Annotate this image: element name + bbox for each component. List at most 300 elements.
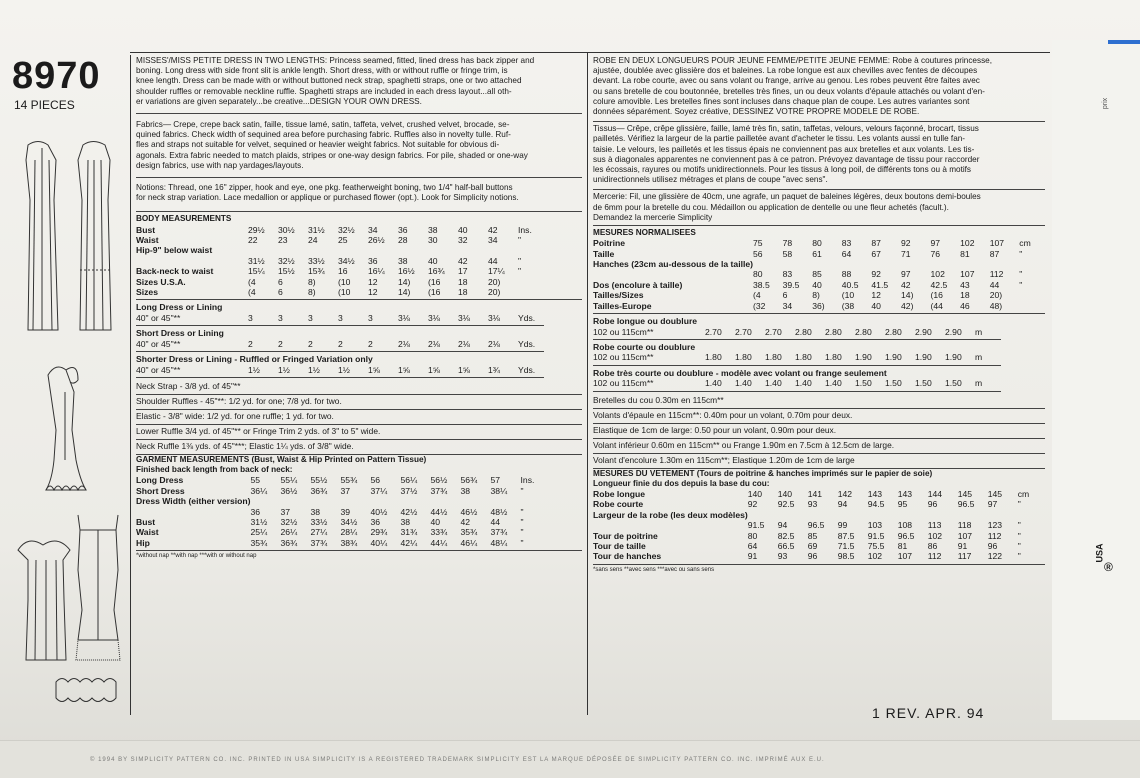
row-value: 12 xyxy=(871,290,881,301)
measurement-row xyxy=(593,541,1044,551)
row-value: 92.5 xyxy=(777,499,795,510)
yardage-value: 3⅛ xyxy=(458,312,470,323)
row-value: 31½ xyxy=(308,224,325,235)
row-label: Sizes xyxy=(136,287,158,298)
divider xyxy=(593,564,1045,565)
row-value: (4 xyxy=(248,276,256,287)
yardage-value: 1½ xyxy=(338,364,350,375)
extra-requirement: Neck Ruffle 1⅜ yds. of 45"***; Elastic 1¼ yds. of 3/8" wide. xyxy=(136,440,582,455)
divider xyxy=(136,299,582,300)
row-value: 85 xyxy=(812,269,822,280)
row-value: 20) xyxy=(488,276,501,287)
row-value: 37 xyxy=(340,485,351,496)
divider xyxy=(136,550,582,551)
row-value: 12 xyxy=(368,287,378,298)
row-value: 76 xyxy=(930,248,941,259)
row-value: 34 xyxy=(488,235,498,246)
row-label xyxy=(136,507,251,517)
row-value: 96.5 xyxy=(807,520,825,531)
row-value: 44 xyxy=(989,279,1000,290)
row-value: 46¼ xyxy=(460,537,478,548)
description-line: ou sans bretelle de cou boutonnée, bretelles très fines, un ou deux volants d'épaule attachés ou volant d'en- xyxy=(593,86,985,96)
row-value: 48½ xyxy=(490,506,508,517)
row-value: 99 xyxy=(837,520,848,531)
row-value: 14) xyxy=(901,290,914,301)
yardage-label: Robe longue ou doublure xyxy=(593,316,698,327)
row-value: 37¼ xyxy=(370,485,388,496)
row-value: 64 xyxy=(747,540,758,551)
row-label xyxy=(136,256,248,266)
measurement-row xyxy=(593,551,1044,561)
row-value: 16¾ xyxy=(428,266,445,277)
row-value xyxy=(338,245,368,255)
row-label: Back-neck to waist xyxy=(136,266,214,277)
extra-requirement: Volant d'encolure 1.30m en 115cm**; Elastique 1.20m de 1cm de large xyxy=(593,454,1045,469)
divider xyxy=(593,225,1045,226)
yardage-value: 1.80 xyxy=(765,352,782,363)
yardage-value: 3⅛ xyxy=(398,312,410,323)
row-value xyxy=(928,510,958,520)
row-value xyxy=(461,496,491,506)
row-value: 6 xyxy=(782,290,788,301)
yardage-width: 102 ou 115cm** xyxy=(593,326,654,337)
row-value: 37½ xyxy=(400,485,418,496)
row-value: 44½ xyxy=(430,506,448,517)
registered-mark: ® xyxy=(1104,560,1113,574)
yardage-value: 2 xyxy=(308,338,313,349)
row-value: 40 xyxy=(428,255,438,266)
row-value: 36) xyxy=(812,300,825,311)
middle-rule xyxy=(587,52,588,715)
row-value: 30 xyxy=(428,235,438,246)
row-value: 69 xyxy=(807,540,818,551)
measurement-row xyxy=(136,287,544,297)
row-value: 30½ xyxy=(278,224,295,235)
fabrics-line: quined fabrics. Check width of sequined area before purchasing fabric. Ruffles also in novelty tulle. Ruf- xyxy=(136,130,511,140)
row-value: 96 xyxy=(927,499,938,510)
description-line: boning. Long dress with side front slit is ankle length. Short dress, with or without ruffle or fringe trim, is xyxy=(136,66,508,76)
row-value: 91.5 xyxy=(867,530,885,541)
row-value: 44¼ xyxy=(430,537,448,548)
row-label: Robe courte xyxy=(593,499,644,510)
measurement-row xyxy=(136,486,547,496)
row-unit xyxy=(1019,290,1045,300)
measurement-row xyxy=(136,266,544,276)
row-value: 102 xyxy=(867,551,883,562)
fabrics-line: Fabrics— Crepe, crepe back satin, faille, tissue lamé, satin, taffeta, velvet, crushed velvet, brocade, se- xyxy=(136,120,510,130)
neck-ruffle-sketch xyxy=(56,679,116,702)
row-unit: " xyxy=(1017,551,1021,562)
row-value xyxy=(960,259,990,269)
row-label: Tour de poitrine xyxy=(593,530,658,541)
row-value: 103 xyxy=(867,520,883,531)
row-unit xyxy=(521,496,547,506)
row-unit: " xyxy=(1019,269,1023,280)
row-value: 39.5 xyxy=(782,279,800,290)
yardage-value: 1.50 xyxy=(855,378,872,389)
measurement-row xyxy=(593,301,1045,311)
row-value: 36 xyxy=(370,516,381,527)
row-value: 28 xyxy=(398,235,408,246)
row-label: Hanches (23cm au-dessous de la taille) xyxy=(593,259,753,270)
yardage-value: 2⅛ xyxy=(428,338,440,349)
row-value: 34 xyxy=(368,224,378,235)
description-line: colure amovible. Les bretelles fines sont incluses dans chaque plan de coupe. Les autres variantes sont xyxy=(593,96,970,106)
row-label: Bust xyxy=(136,516,156,527)
divider xyxy=(136,113,582,114)
row-value: 36¼ xyxy=(250,485,268,496)
row-value: 17 xyxy=(458,266,468,277)
row-value: 27¼ xyxy=(310,527,328,538)
row-value: 93 xyxy=(777,551,788,562)
short-dress-ruffle-sketch xyxy=(46,367,86,490)
row-value: 56 xyxy=(753,248,763,259)
row-value xyxy=(281,496,311,506)
row-value: 8) xyxy=(308,276,316,287)
description-line: ROBE EN DEUX LONGUEURS POUR JEUNE FEMME/PETITE JEUNE FEMME: Robe à coutures princesse, xyxy=(593,56,993,65)
french-garment-table xyxy=(593,489,1044,562)
row-unit: " xyxy=(1017,540,1021,551)
row-label xyxy=(593,269,753,279)
row-value: 96.5 xyxy=(897,530,915,541)
row-value xyxy=(488,245,518,255)
row-value xyxy=(988,510,1018,520)
row-value: 85 xyxy=(807,530,818,541)
divider xyxy=(136,177,582,178)
yardage-value: 1½ xyxy=(308,364,320,375)
yardage-width: 40" or 45"** xyxy=(136,312,181,323)
row-value: 42.5 xyxy=(930,279,948,290)
garment-measurements-title: MESURES DU VETEMENT (Tours de poitrine & hanches imprimés sur le papier de soie) xyxy=(593,468,933,478)
row-unit: " xyxy=(520,527,524,538)
yardage-value: 1.80 xyxy=(705,352,722,363)
extra-requirement: Neck Strap - 3/8 yd. of 45"** xyxy=(136,380,582,395)
right-margin xyxy=(1052,40,1140,720)
yardage-value: 1.80 xyxy=(795,352,812,363)
row-value: 87.5 xyxy=(837,530,855,541)
yardage-value: 3⅛ xyxy=(488,312,500,323)
row-label: Hip xyxy=(136,537,150,548)
fabrics-line: agonals. Extra fabric needed to match plaids, stripes or one-way design fabrics. For pile, shaded or one-way xyxy=(136,150,528,160)
row-value xyxy=(901,259,931,269)
yardage-value: 1.80 xyxy=(735,352,752,363)
row-value: 75.5 xyxy=(867,540,885,551)
measurement-row xyxy=(136,507,547,517)
measurement-row xyxy=(593,510,1044,520)
row-unit: " xyxy=(518,235,522,246)
row-value xyxy=(368,245,398,255)
measurement-row xyxy=(136,538,547,548)
yardage-value: 1.90 xyxy=(885,352,902,363)
yardage-value: 1½ xyxy=(278,364,290,375)
row-label: Tour de hanches xyxy=(593,551,662,562)
row-value: 66.5 xyxy=(777,540,795,551)
row-unit: cm xyxy=(1019,238,1031,249)
row-value xyxy=(838,510,868,520)
yardage-value: 2.70 xyxy=(705,326,722,337)
yardage-unit: Yds. xyxy=(518,338,536,349)
mercerie-line: Mercerie: Fil, une glissière de 40cm, une agrafe, un paquet de baleines légères, deux boutons demi-boules xyxy=(593,192,981,202)
row-value: 67 xyxy=(871,248,881,259)
yardage-value: 2⅛ xyxy=(488,338,500,349)
row-value xyxy=(808,510,838,520)
yardage-value: 2 xyxy=(368,338,373,349)
row-value: 44 xyxy=(490,516,501,527)
measurement-row xyxy=(593,259,1045,269)
yardage-row xyxy=(593,327,1001,337)
row-value: 23 xyxy=(278,235,288,246)
row-value xyxy=(491,496,521,506)
row-value: 71 xyxy=(901,248,911,259)
french-footnote: *sans sens **avec sens ***avec ou sans sens xyxy=(593,566,715,573)
french-body-table xyxy=(593,238,1045,311)
row-unit xyxy=(518,287,544,297)
row-value: 57 xyxy=(490,475,501,486)
row-unit: " xyxy=(520,537,524,548)
row-value: 55¾ xyxy=(340,475,358,486)
row-value: 107 xyxy=(989,238,1005,249)
measurement-row xyxy=(593,280,1045,290)
row-value: 32 xyxy=(458,235,468,246)
row-value: 14) xyxy=(398,276,411,287)
row-value: 55½ xyxy=(310,475,328,486)
row-value xyxy=(458,245,488,255)
yardage-width: 102 ou 115cm** xyxy=(593,352,654,363)
row-value: 40¼ xyxy=(370,537,388,548)
tissus-line: les écossais, rayures ou motifs unidirectionnels. Pour les tissus à long poil, de différents tons ou à motifs xyxy=(593,165,972,175)
row-value: 34½ xyxy=(340,516,358,527)
yardage-value: 3 xyxy=(278,312,283,323)
row-label: Hip-9" below waist xyxy=(136,245,213,256)
row-value: 92 xyxy=(747,499,758,510)
row-value: 80 xyxy=(812,238,822,249)
yardage-value: 1.50 xyxy=(945,378,962,389)
yardage-value: 1.80 xyxy=(825,352,842,363)
row-value: 81 xyxy=(960,248,970,259)
row-value: (16 xyxy=(428,287,441,298)
row-value: 141 xyxy=(807,488,823,499)
row-value xyxy=(783,259,813,269)
row-value xyxy=(778,510,808,520)
left-rule xyxy=(130,55,131,715)
row-value xyxy=(251,496,281,506)
row-value: 29¾ xyxy=(370,527,388,538)
yardage-unit: m xyxy=(975,326,983,337)
row-value: 28¼ xyxy=(340,527,358,538)
row-value: 96.5 xyxy=(957,499,975,510)
row-unit: cm xyxy=(1017,488,1030,499)
yardage-value: 1.90 xyxy=(855,352,872,363)
yardage-width: 102 ou 115cm** xyxy=(593,378,654,389)
row-value xyxy=(990,259,1020,269)
row-value: (10 xyxy=(841,290,855,301)
row-value: 24 xyxy=(308,235,318,246)
row-value: 98.5 xyxy=(837,551,855,562)
divider xyxy=(136,211,582,212)
row-value: 81 xyxy=(897,540,908,551)
row-value: 112 xyxy=(989,269,1004,280)
row-unit: Ins. xyxy=(518,224,532,235)
row-label: Tailles-Europe xyxy=(593,300,652,311)
row-value: 38¼ xyxy=(490,485,508,496)
row-value: (16 xyxy=(930,290,943,301)
measurement-row xyxy=(136,277,544,287)
extra-requirement: Elastique de 1cm de large: 0.50 pour un volant, 0.90m pour deux. xyxy=(593,424,1045,439)
measurement-row xyxy=(136,527,547,537)
fabrics-line: design fabrics, use with nap yardages/layouts. xyxy=(136,160,304,170)
row-value: 55¼ xyxy=(280,475,298,486)
row-value: 41.5 xyxy=(871,279,889,290)
revision-date: 1 REV. APR. 94 xyxy=(872,705,985,721)
row-value: 143 xyxy=(867,488,883,499)
yardage-value: 2.80 xyxy=(795,326,812,337)
row-value: 35¾ xyxy=(460,527,478,538)
yardage-label: Short Dress or Lining xyxy=(136,328,224,339)
row-unit: " xyxy=(1019,248,1023,259)
row-value: 56¼ xyxy=(400,475,418,486)
row-value: 112 xyxy=(987,530,1002,541)
row-value: 37¾ xyxy=(430,485,448,496)
measurement-row xyxy=(593,249,1045,259)
extra-requirement: Elastic - 3/8" wide: 1/2 yd. for one ruffle; 1 yd. for two. xyxy=(136,410,582,425)
row-value: 25¼ xyxy=(250,527,268,538)
yardage-value: 1½ xyxy=(248,364,260,375)
yardage-unit: Yds. xyxy=(518,312,536,323)
row-value: 83 xyxy=(841,238,852,249)
row-value: 56 xyxy=(370,475,381,486)
row-value: 113 xyxy=(927,520,942,531)
yardage-heading-row xyxy=(136,354,544,364)
yardage-value: 1.40 xyxy=(825,378,842,389)
measurement-row xyxy=(136,475,547,485)
row-value: 16 xyxy=(338,266,348,277)
yardage-value: 1.40 xyxy=(705,378,722,389)
row-value: 36½ xyxy=(280,485,298,496)
yardage-value: 3 xyxy=(338,312,343,323)
row-value: 108 xyxy=(897,520,913,531)
row-value: 36¾ xyxy=(280,537,298,548)
divider xyxy=(593,189,1045,190)
row-value: 144 xyxy=(927,488,943,499)
row-value xyxy=(868,510,898,520)
yardage-value: 1.90 xyxy=(945,352,962,363)
yardage-label: Long Dress or Lining xyxy=(136,302,223,313)
row-value: 118 xyxy=(957,520,972,531)
row-value: 8) xyxy=(812,290,820,301)
row-label: Sizes U.S.A. xyxy=(136,276,186,287)
yardage-width: 40" or 45"** xyxy=(136,338,181,349)
row-value: 31½ xyxy=(250,516,268,527)
fabrics-line: fles and straps not suitable for velvet, sequined or heavier weight fabrics. Not suitable for obvious di- xyxy=(136,140,500,150)
row-value: 14) xyxy=(398,287,411,298)
english-footnote: *without nap **with nap ***with or without nap xyxy=(136,553,257,560)
row-value: 42 xyxy=(460,516,471,527)
row-value xyxy=(278,245,308,255)
row-value: 140 xyxy=(777,488,793,499)
row-value: (10 xyxy=(338,276,351,287)
row-value: 43 xyxy=(960,279,970,290)
row-label: Dress Width (either version) xyxy=(136,496,251,507)
row-value: 36 xyxy=(368,255,378,266)
row-value: 31½ xyxy=(248,255,265,266)
row-label: Dos (encolure à taille) xyxy=(593,279,683,290)
row-value: 92 xyxy=(871,269,881,280)
row-value: 6 xyxy=(278,287,283,298)
yardage-row xyxy=(593,378,1001,388)
body-measurements-title: BODY MEASUREMENTS xyxy=(136,214,232,224)
measurement-row xyxy=(593,520,1044,530)
row-value: 15½ xyxy=(278,266,295,277)
row-value: 38 xyxy=(460,485,471,496)
yardage-label: Shorter Dress or Lining - Ruffled or Fringed Variation only xyxy=(136,354,373,365)
tissus-line: Tissus— Crêpe, crêpe glissière, faille, lamé très fin, satin, taffetas, velours, velours façonné, brocart, tissus xyxy=(593,124,979,134)
mercerie-line: de 6mm pour la bretelle du cou. Médaillon ou application de dentelle ou une fleur achetés (facult.). xyxy=(593,202,949,212)
row-label: Short Dress xyxy=(136,485,185,496)
yardage-value: 1⅝ xyxy=(398,364,410,375)
row-value: (38 xyxy=(841,300,855,311)
row-unit: " xyxy=(518,255,522,266)
row-unit xyxy=(1019,301,1045,311)
row-value: 97 xyxy=(987,499,998,510)
row-value: 94 xyxy=(777,520,788,531)
row-value: (4 xyxy=(248,287,256,298)
row-value: 64 xyxy=(841,248,852,259)
row-value: 58 xyxy=(782,248,793,259)
row-value: 35¾ xyxy=(250,537,268,548)
measurement-row xyxy=(593,531,1044,541)
row-label: Long Dress xyxy=(136,475,184,486)
row-value: 107 xyxy=(960,269,975,280)
row-value: 36¾ xyxy=(310,485,328,496)
row-value xyxy=(308,245,338,255)
row-value: 91.5 xyxy=(747,520,765,531)
row-value: 38.5 xyxy=(753,279,770,290)
row-value: 80 xyxy=(753,269,763,280)
row-value: 32½ xyxy=(338,224,355,235)
row-value: 37¾ xyxy=(490,527,508,538)
yardage-value: 2.70 xyxy=(765,326,782,337)
row-value xyxy=(431,496,461,506)
row-value: 6 xyxy=(278,276,283,287)
yardage-value: 1⅝ xyxy=(458,364,470,375)
yardage-value: 2 xyxy=(278,338,283,349)
row-unit: " xyxy=(518,266,522,277)
row-value: 92 xyxy=(901,238,911,249)
row-value: 56¾ xyxy=(460,475,478,486)
yardage-row xyxy=(136,339,544,349)
row-value: 37¾ xyxy=(310,537,328,548)
garment-measurements-sub: Finished back length from back of neck: xyxy=(136,465,293,475)
french-description xyxy=(593,56,1045,117)
yardage-value: 3 xyxy=(368,312,373,323)
row-value: 123 xyxy=(987,520,1003,531)
row-value: 42 xyxy=(901,279,911,290)
row-value: (16 xyxy=(428,276,441,287)
yardage-value: 1.40 xyxy=(765,378,782,389)
row-value: 102 xyxy=(930,269,945,280)
yardage-value: 2.80 xyxy=(825,326,842,337)
garment-measurements-title: GARMENT MEASUREMENTS (Bust, Waist & Hip Printed on Pattern Tissue) xyxy=(136,454,427,464)
yardage-row xyxy=(593,352,1001,362)
row-value: 15¼ xyxy=(248,266,265,277)
description-line: données séparément. Soyez créative, DESSINEZ VOTRE PROPRE MODELE DE ROBE. xyxy=(593,107,920,117)
measurement-row xyxy=(136,256,544,266)
row-value: 32½ xyxy=(278,255,295,266)
extra-requirement: Lower Ruffle 3/4 yd. of 45"** or Fringe Trim 2 yds. of 3" to 5" wide. xyxy=(136,425,582,440)
row-value: 102 xyxy=(960,238,975,249)
measurement-row xyxy=(593,290,1045,300)
row-value: 102 xyxy=(927,530,943,541)
